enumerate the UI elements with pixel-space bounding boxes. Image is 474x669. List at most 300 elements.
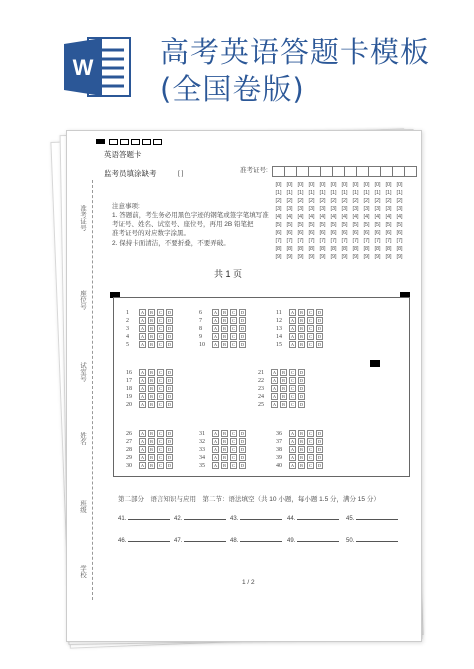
question-row[interactable]	[126, 309, 175, 317]
option-bubble[interactable]: D	[299, 394, 304, 400]
option-bubble[interactable]: D	[167, 439, 172, 445]
option-bubble[interactable]: C	[158, 402, 162, 408]
option-bubble[interactable]: C	[231, 431, 235, 437]
option-bubble[interactable]: D	[167, 378, 172, 384]
option-bubble[interactable]: D	[240, 318, 245, 324]
id-bubble[interactable]: [5]	[341, 222, 348, 228]
question-row[interactable]	[126, 385, 175, 393]
id-bubble[interactable]: [6]	[330, 230, 337, 236]
id-bubble[interactable]: [5]	[319, 222, 326, 228]
option-bubble[interactable]: B	[149, 463, 153, 469]
option-bubble[interactable]: C	[231, 326, 235, 332]
option-bubble[interactable]: C	[231, 439, 235, 445]
id-digit-box[interactable]	[404, 166, 417, 177]
question-row[interactable]	[199, 341, 248, 349]
option-bubble[interactable]: A	[213, 439, 218, 445]
id-bubble[interactable]: [1]	[275, 190, 282, 196]
option-bubble[interactable]: C	[308, 439, 312, 445]
option-bubble[interactable]: C	[158, 334, 162, 340]
question-row[interactable]	[276, 309, 325, 317]
id-bubble[interactable]: [9]	[396, 254, 403, 260]
id-bubble[interactable]: [0]	[341, 182, 348, 188]
option-bubble[interactable]: D	[317, 455, 322, 461]
id-bubble[interactable]: [9]	[330, 254, 337, 260]
question-row[interactable]	[199, 333, 248, 341]
id-bubble[interactable]: [3]	[385, 206, 392, 212]
id-bubble[interactable]: [9]	[352, 254, 359, 260]
id-bubble[interactable]: [3]	[341, 206, 348, 212]
option-bubble[interactable]: C	[158, 310, 162, 316]
option-bubble[interactable]: B	[222, 463, 226, 469]
id-bubble[interactable]: [0]	[330, 182, 337, 188]
blank-line[interactable]	[184, 541, 226, 542]
option-bubble[interactable]: B	[299, 439, 303, 445]
option-bubble[interactable]: C	[308, 326, 312, 332]
option-bubble[interactable]: D	[299, 386, 304, 392]
option-bubble[interactable]: B	[149, 455, 153, 461]
option-bubble[interactable]: B	[149, 447, 153, 453]
id-bubble[interactable]: [5]	[374, 222, 381, 228]
option-bubble[interactable]: A	[140, 378, 145, 384]
option-bubble[interactable]: D	[167, 386, 172, 392]
id-bubble[interactable]: [8]	[385, 246, 392, 252]
option-bubble[interactable]: D	[299, 402, 304, 408]
question-row[interactable]	[199, 438, 248, 446]
id-bubble[interactable]: [7]	[341, 238, 348, 244]
id-bubble[interactable]: [0]	[385, 182, 392, 188]
option-bubble[interactable]: C	[290, 378, 294, 384]
option-bubble[interactable]: D	[317, 447, 322, 453]
option-bubble[interactable]: D	[167, 463, 172, 469]
question-row[interactable]	[126, 454, 175, 462]
id-bubble[interactable]: [5]	[330, 222, 337, 228]
question-row[interactable]	[276, 462, 325, 470]
option-bubble[interactable]: C	[308, 318, 312, 324]
option-bubble[interactable]: A	[140, 447, 145, 453]
question-row[interactable]	[276, 454, 325, 462]
option-bubble[interactable]: B	[299, 310, 303, 316]
question-row[interactable]	[276, 333, 325, 341]
option-bubble[interactable]: D	[167, 334, 172, 340]
option-bubble[interactable]: D	[240, 326, 245, 332]
option-bubble[interactable]: A	[140, 370, 145, 376]
option-bubble[interactable]: A	[272, 378, 277, 384]
id-bubble[interactable]: [6]	[385, 230, 392, 236]
id-bubble[interactable]: [3]	[308, 206, 315, 212]
id-bubble[interactable]: [4]	[297, 214, 304, 220]
option-bubble[interactable]: C	[158, 463, 162, 469]
id-bubble[interactable]: [1]	[297, 190, 304, 196]
id-bubble[interactable]: [4]	[363, 214, 370, 220]
option-bubble[interactable]: A	[140, 431, 145, 437]
option-bubble[interactable]: C	[158, 370, 162, 376]
question-row[interactable]	[126, 333, 175, 341]
option-bubble[interactable]: B	[222, 439, 226, 445]
exam-id-bubbles[interactable]	[273, 181, 405, 261]
id-bubble[interactable]: [3]	[286, 206, 293, 212]
blank-field[interactable]	[174, 515, 226, 523]
id-bubble[interactable]: [8]	[297, 246, 304, 252]
id-bubble[interactable]: [5]	[396, 222, 403, 228]
blank-line[interactable]	[128, 541, 170, 542]
option-bubble[interactable]: D	[240, 342, 245, 348]
option-bubble[interactable]: D	[167, 370, 172, 376]
option-bubble[interactable]: B	[149, 386, 153, 392]
id-bubble[interactable]: [0]	[396, 182, 403, 188]
id-bubble[interactable]: [0]	[297, 182, 304, 188]
option-bubble[interactable]: B	[222, 431, 226, 437]
id-bubble[interactable]: [6]	[363, 230, 370, 236]
id-bubble[interactable]: [4]	[330, 214, 337, 220]
id-bubble[interactable]: [1]	[374, 190, 381, 196]
option-bubble[interactable]: A	[140, 326, 145, 332]
question-row[interactable]	[126, 325, 175, 333]
id-bubble[interactable]: [2]	[286, 198, 293, 204]
option-bubble[interactable]: A	[140, 318, 145, 324]
option-bubble[interactable]: B	[299, 431, 303, 437]
option-bubble[interactable]: B	[149, 378, 153, 384]
option-bubble[interactable]: D	[240, 455, 245, 461]
id-bubble[interactable]: [7]	[396, 238, 403, 244]
id-bubble[interactable]: [7]	[308, 238, 315, 244]
option-bubble[interactable]: D	[167, 310, 172, 316]
id-bubble[interactable]: [6]	[352, 230, 359, 236]
option-bubble[interactable]: C	[231, 342, 235, 348]
id-bubble[interactable]: [3]	[352, 206, 359, 212]
option-bubble[interactable]: B	[281, 394, 285, 400]
id-bubble[interactable]: [9]	[308, 254, 315, 260]
blank-field[interactable]	[230, 537, 282, 545]
option-bubble[interactable]: C	[290, 386, 294, 392]
option-bubble[interactable]: D	[167, 326, 172, 332]
blank-field[interactable]	[346, 537, 398, 545]
id-bubble[interactable]: [5]	[308, 222, 315, 228]
id-bubble[interactable]: [2]	[363, 198, 370, 204]
blank-line[interactable]	[297, 519, 339, 520]
option-bubble[interactable]: A	[140, 310, 145, 316]
option-bubble[interactable]: A	[213, 431, 218, 437]
option-bubble[interactable]: D	[167, 318, 172, 324]
option-bubble[interactable]: D	[240, 310, 245, 316]
id-bubble[interactable]: [0]	[308, 182, 315, 188]
id-bubble[interactable]: [8]	[275, 246, 282, 252]
option-bubble[interactable]: B	[149, 439, 153, 445]
id-bubble[interactable]: [0]	[352, 182, 359, 188]
option-bubble[interactable]: B	[149, 334, 153, 340]
option-bubble[interactable]: A	[290, 318, 295, 324]
id-bubble[interactable]: [3]	[374, 206, 381, 212]
id-bubble[interactable]: [1]	[352, 190, 359, 196]
option-bubble[interactable]: C	[290, 370, 294, 376]
option-bubble[interactable]: B	[299, 342, 303, 348]
id-bubble[interactable]: [2]	[396, 198, 403, 204]
id-bubble[interactable]: [4]	[308, 214, 315, 220]
id-bubble[interactable]: [7]	[385, 238, 392, 244]
option-bubble[interactable]: C	[231, 463, 235, 469]
id-bubble[interactable]: [9]	[385, 254, 392, 260]
id-bubble[interactable]: [9]	[275, 254, 282, 260]
question-row[interactable]	[258, 393, 307, 401]
question-row[interactable]	[126, 438, 175, 446]
option-bubble[interactable]: A	[213, 310, 218, 316]
id-bubble[interactable]: [5]	[275, 222, 282, 228]
id-bubble[interactable]: [1]	[385, 190, 392, 196]
id-bubble[interactable]: [2]	[374, 198, 381, 204]
id-bubble[interactable]: [3]	[330, 206, 337, 212]
question-row[interactable]	[126, 341, 175, 349]
option-bubble[interactable]: D	[167, 455, 172, 461]
id-bubble[interactable]: [0]	[275, 182, 282, 188]
question-row[interactable]	[199, 430, 248, 438]
id-bubble[interactable]: [7]	[297, 238, 304, 244]
id-bubble[interactable]: [3]	[396, 206, 403, 212]
option-bubble[interactable]: D	[167, 447, 172, 453]
option-bubble[interactable]: B	[149, 310, 153, 316]
option-bubble[interactable]: D	[317, 431, 322, 437]
option-bubble[interactable]: B	[281, 402, 285, 408]
id-bubble[interactable]: [4]	[286, 214, 293, 220]
option-bubble[interactable]: D	[240, 463, 245, 469]
id-bubble[interactable]: [6]	[396, 230, 403, 236]
id-bubble[interactable]: [0]	[319, 182, 326, 188]
question-row[interactable]	[258, 401, 307, 409]
id-bubble[interactable]: [6]	[319, 230, 326, 236]
option-bubble[interactable]: A	[213, 334, 218, 340]
question-row[interactable]	[276, 438, 325, 446]
option-bubble[interactable]: C	[158, 394, 162, 400]
option-bubble[interactable]: A	[272, 402, 277, 408]
option-bubble[interactable]: B	[299, 447, 303, 453]
option-bubble[interactable]: C	[231, 310, 235, 316]
option-bubble[interactable]: C	[308, 447, 312, 453]
option-bubble[interactable]: A	[290, 431, 295, 437]
option-bubble[interactable]: C	[308, 455, 312, 461]
option-bubble[interactable]: B	[299, 455, 303, 461]
id-bubble[interactable]: [8]	[396, 246, 403, 252]
blank-line[interactable]	[184, 519, 226, 520]
option-bubble[interactable]: A	[213, 318, 218, 324]
option-bubble[interactable]: C	[308, 463, 312, 469]
option-bubble[interactable]: D	[317, 310, 322, 316]
option-bubble[interactable]: A	[272, 394, 277, 400]
option-bubble[interactable]: C	[231, 334, 235, 340]
id-bubble[interactable]: [7]	[363, 238, 370, 244]
option-bubble[interactable]: A	[290, 455, 295, 461]
option-bubble[interactable]: C	[158, 318, 162, 324]
id-bubble[interactable]: [2]	[319, 198, 326, 204]
id-bubble[interactable]: [9]	[319, 254, 326, 260]
id-bubble[interactable]: [3]	[297, 206, 304, 212]
blank-line[interactable]	[128, 519, 170, 520]
id-bubble[interactable]: [5]	[385, 222, 392, 228]
option-bubble[interactable]: C	[290, 402, 294, 408]
id-bubble[interactable]: [3]	[275, 206, 282, 212]
option-bubble[interactable]: D	[317, 439, 322, 445]
option-bubble[interactable]: C	[231, 455, 235, 461]
question-row[interactable]	[258, 377, 307, 385]
option-bubble[interactable]: A	[213, 447, 218, 453]
id-bubble[interactable]: [7]	[374, 238, 381, 244]
option-bubble[interactable]: A	[140, 402, 145, 408]
question-row[interactable]	[258, 385, 307, 393]
question-row[interactable]	[126, 317, 175, 325]
option-bubble[interactable]: B	[149, 342, 153, 348]
option-bubble[interactable]: B	[222, 447, 226, 453]
option-bubble[interactable]: D	[240, 431, 245, 437]
id-bubble[interactable]: [2]	[385, 198, 392, 204]
option-bubble[interactable]: A	[140, 334, 145, 340]
option-bubble[interactable]: D	[299, 370, 304, 376]
id-bubble[interactable]: [1]	[308, 190, 315, 196]
option-bubble[interactable]: C	[158, 431, 162, 437]
question-row[interactable]	[199, 454, 248, 462]
option-bubble[interactable]: B	[222, 342, 226, 348]
id-bubble[interactable]: [6]	[341, 230, 348, 236]
question-row[interactable]	[126, 401, 175, 409]
question-row[interactable]	[258, 369, 307, 377]
blank-field[interactable]	[287, 537, 339, 545]
id-bubble[interactable]: [8]	[363, 246, 370, 252]
option-bubble[interactable]: A	[140, 463, 145, 469]
option-bubble[interactable]: A	[290, 439, 295, 445]
option-bubble[interactable]: A	[290, 342, 295, 348]
option-bubble[interactable]: B	[149, 318, 153, 324]
option-bubble[interactable]: A	[213, 463, 218, 469]
option-bubble[interactable]: D	[167, 402, 172, 408]
option-bubble[interactable]: B	[299, 318, 303, 324]
id-bubble[interactable]: [9]	[374, 254, 381, 260]
option-bubble[interactable]: B	[281, 378, 285, 384]
id-bubble[interactable]: [7]	[286, 238, 293, 244]
id-bubble[interactable]: [5]	[297, 222, 304, 228]
blank-field[interactable]	[174, 537, 226, 545]
option-bubble[interactable]: D	[240, 439, 245, 445]
blank-line[interactable]	[240, 519, 282, 520]
option-bubble[interactable]: A	[140, 342, 145, 348]
option-bubble[interactable]: D	[299, 378, 304, 384]
option-bubble[interactable]: A	[290, 463, 295, 469]
option-bubble[interactable]: C	[308, 310, 312, 316]
option-bubble[interactable]: D	[240, 334, 245, 340]
question-row[interactable]	[126, 430, 175, 438]
id-bubble[interactable]: [9]	[297, 254, 304, 260]
id-bubble[interactable]: [4]	[374, 214, 381, 220]
id-bubble[interactable]: [1]	[286, 190, 293, 196]
option-bubble[interactable]: A	[290, 334, 295, 340]
option-bubble[interactable]: A	[290, 447, 295, 453]
blank-line[interactable]	[356, 519, 398, 520]
option-bubble[interactable]: C	[158, 378, 162, 384]
id-bubble[interactable]: [8]	[374, 246, 381, 252]
question-row[interactable]	[126, 462, 175, 470]
question-row[interactable]	[276, 317, 325, 325]
question-row[interactable]	[199, 446, 248, 454]
option-bubble[interactable]: D	[240, 447, 245, 453]
question-row[interactable]	[199, 462, 248, 470]
option-bubble[interactable]: B	[222, 334, 226, 340]
question-row[interactable]	[126, 369, 175, 377]
id-bubble[interactable]: [2]	[275, 198, 282, 204]
question-row[interactable]	[126, 393, 175, 401]
blank-line[interactable]	[297, 541, 339, 542]
question-row[interactable]	[199, 325, 248, 333]
blank-line[interactable]	[240, 541, 282, 542]
id-bubble[interactable]: [7]	[275, 238, 282, 244]
option-bubble[interactable]: A	[272, 386, 277, 392]
id-bubble[interactable]: [8]	[319, 246, 326, 252]
option-bubble[interactable]: C	[158, 386, 162, 392]
option-bubble[interactable]: B	[299, 326, 303, 332]
question-row[interactable]	[126, 446, 175, 454]
id-bubble[interactable]: [7]	[352, 238, 359, 244]
option-bubble[interactable]: B	[222, 326, 226, 332]
option-bubble[interactable]: D	[317, 318, 322, 324]
id-bubble[interactable]: [2]	[308, 198, 315, 204]
id-bubble[interactable]: [4]	[275, 214, 282, 220]
id-bubble[interactable]: [1]	[363, 190, 370, 196]
option-bubble[interactable]: B	[222, 455, 226, 461]
option-bubble[interactable]: A	[272, 370, 277, 376]
absent-box[interactable]: [ ]	[178, 170, 184, 177]
option-bubble[interactable]: D	[317, 342, 322, 348]
id-bubble[interactable]: [4]	[352, 214, 359, 220]
option-bubble[interactable]: B	[149, 402, 153, 408]
id-bubble[interactable]: [0]	[374, 182, 381, 188]
option-bubble[interactable]: C	[308, 431, 312, 437]
option-bubble[interactable]: A	[213, 326, 218, 332]
option-bubble[interactable]: D	[317, 334, 322, 340]
option-bubble[interactable]: A	[140, 439, 145, 445]
option-bubble[interactable]: B	[149, 326, 153, 332]
id-bubble[interactable]: [8]	[341, 246, 348, 252]
id-bubble[interactable]: [2]	[352, 198, 359, 204]
question-row[interactable]	[199, 317, 248, 325]
blank-line[interactable]	[356, 541, 398, 542]
option-bubble[interactable]: A	[213, 455, 218, 461]
blank-field[interactable]	[230, 515, 282, 523]
id-bubble[interactable]: [6]	[286, 230, 293, 236]
id-bubble[interactable]: [4]	[385, 214, 392, 220]
option-bubble[interactable]: B	[149, 370, 153, 376]
question-row[interactable]	[199, 309, 248, 317]
id-bubble[interactable]: [8]	[330, 246, 337, 252]
option-bubble[interactable]: C	[290, 394, 294, 400]
question-row[interactable]	[126, 377, 175, 385]
option-bubble[interactable]: C	[231, 447, 235, 453]
id-bubble[interactable]: [9]	[363, 254, 370, 260]
question-row[interactable]	[276, 446, 325, 454]
id-bubble[interactable]: [2]	[341, 198, 348, 204]
option-bubble[interactable]: A	[290, 326, 295, 332]
option-bubble[interactable]: B	[281, 370, 285, 376]
option-bubble[interactable]: D	[167, 394, 172, 400]
option-bubble[interactable]: A	[140, 386, 145, 392]
option-bubble[interactable]: C	[308, 334, 312, 340]
id-bubble[interactable]: [1]	[396, 190, 403, 196]
option-bubble[interactable]: B	[222, 310, 226, 316]
blank-field[interactable]	[118, 515, 170, 523]
id-bubble[interactable]: [2]	[330, 198, 337, 204]
question-row[interactable]	[276, 430, 325, 438]
option-bubble[interactable]: A	[290, 310, 295, 316]
id-bubble[interactable]: [2]	[297, 198, 304, 204]
option-bubble[interactable]: B	[222, 318, 226, 324]
option-bubble[interactable]: A	[213, 342, 218, 348]
id-bubble[interactable]: [4]	[396, 214, 403, 220]
option-bubble[interactable]: B	[299, 463, 303, 469]
option-bubble[interactable]: D	[317, 463, 322, 469]
option-bubble[interactable]: C	[158, 439, 162, 445]
